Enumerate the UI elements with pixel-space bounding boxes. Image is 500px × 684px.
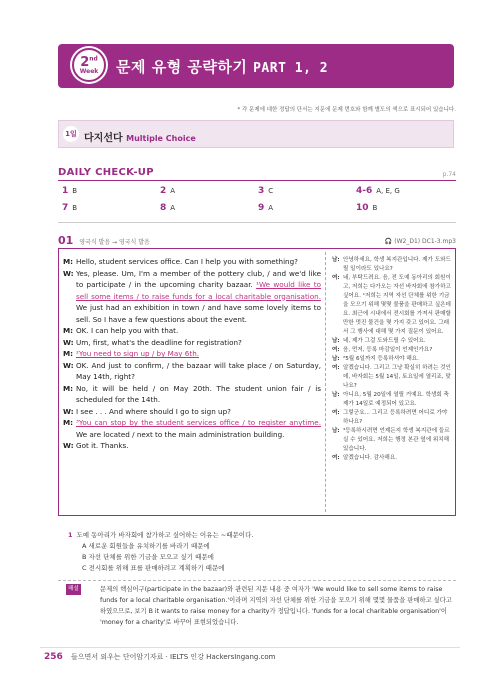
script-line [63, 406, 321, 418]
translation-line [332, 256, 452, 274]
answer-item: 3 C [258, 186, 274, 196]
speaker-label: W: [63, 360, 74, 370]
speaker-label: 남: [332, 392, 340, 398]
answer-cue: ³You can stop by the student services office / to register anytime. [76, 418, 321, 427]
speaker-label: 여: [332, 455, 340, 461]
translation-text: 아니요, 5월 20일에 열릴 거예요. 학생회 축제가 14일로 예정되어 있고요. [343, 392, 449, 407]
script-text: Got it. Thanks. [76, 441, 129, 450]
script-divider [325, 252, 326, 512]
section-title [84, 129, 196, 144]
answer-item: 9 A [258, 203, 274, 213]
script-line [63, 268, 321, 326]
headphones-icon: 🎧 [384, 238, 393, 245]
page-number: 256 [44, 652, 63, 662]
script-text: OK. And just to confirm, / the bazaar will take place / on Saturday, May 14th, right? [76, 360, 321, 381]
translation-line [332, 274, 452, 337]
script-text: Hello, student services office. Can I help you with something? [76, 257, 298, 266]
script-line [63, 325, 321, 337]
question-number: 01 [58, 234, 74, 247]
option-a: A 새로운 회원들을 유치하기를 바라기 때문에 [82, 542, 210, 550]
speaker-label: 남: [332, 338, 340, 344]
translation-line [332, 346, 452, 355]
translation-line [332, 355, 452, 364]
translation-text: 음, 먼저, 등록 마감일이 언제인가요? [343, 347, 433, 353]
week-word: Week [79, 67, 99, 75]
speaker-label: W: [63, 337, 74, 347]
translation-text: 알겠습니다. 감사해요. [343, 455, 397, 461]
explanation-text: 문제의 핵심어구(participate in the bazaar)와 관련된 지문 내용 중 여자가 'We would like to sell some items to raise funds for a local charitable organisation.'이라며 지역의 자선 단체를 위한 기금을 모으기 위해 몇몇 물품을 판매하고 싶다고 하였으므로, 보기 B it wants to raise money for a charity가 정답입니다. 'funds for a local charitable organisation'이 'money for a charity'로 바꾸어 표현되었습니다. [100, 586, 452, 626]
translation-line [332, 391, 452, 409]
script-line [63, 440, 321, 452]
speaker-label: 여: [332, 365, 340, 371]
question-1 [68, 530, 448, 574]
speaker-label: 남: [332, 356, 340, 362]
speaker-label: 여: [332, 410, 340, 416]
translation-line [332, 427, 452, 454]
section-number: 1일 [63, 126, 79, 142]
week-badge [72, 48, 106, 82]
korean-translation [332, 256, 452, 463]
script-text: We just had an exhibition in town / and have some lovely items to sell. So I have a few questions about the event. [76, 303, 321, 324]
script-text: We are located / next to the main administration building. [76, 429, 285, 439]
speaker-label: 여: [332, 275, 340, 281]
speaker-label: 여: [332, 347, 340, 353]
script-line [63, 337, 321, 349]
page-title-part: PART 1, 2 [253, 61, 329, 76]
speaker-label: M: [63, 383, 74, 393]
footer [44, 652, 276, 662]
divider [58, 222, 456, 223]
question-1-number: 1 [68, 531, 73, 539]
answer-item: 7 B [62, 203, 78, 213]
speaker-label: W: [63, 441, 74, 450]
page-title-text: 문제 유형 공략하기 [116, 58, 248, 76]
daily-checkup-title: DAILY CHECK-UP [58, 167, 154, 178]
speaker-label: M: [63, 257, 74, 266]
option-c: C 전시회를 위해 표를 판매하려고 계획하기 때문에 [82, 564, 225, 572]
option-b: B 자선 단체를 위한 기금을 모으고 싶기 때문에 [82, 553, 214, 561]
question-header [58, 234, 150, 247]
explanation [58, 584, 456, 628]
answer-cue-note: * 각 문제에 대한 정답의 단서는 지문에 문제 번호와 함께 별도의 색으로 표시되어 있습니다. [237, 107, 456, 113]
answer-item: 8 A [160, 203, 176, 213]
accent-label: 영국식 발음 → 영국식 발음 [79, 239, 150, 246]
week-suffix: nd [89, 55, 98, 63]
footer-divider [40, 647, 460, 648]
translation-line [332, 337, 452, 346]
section-title-ko: 다지선다 [84, 133, 123, 144]
translation-text: 네, 부탁드려요. 음, 전 도예 동아리의 회원이고, 저희는 다가오는 자선 바자회에 참가하고 싶어요. ¹저희는 지역 자선 단체를 위한 기금을 모으기 위해 몇몇 물품을 판매하고 싶은데요. 최근에 시내에서 전시회를 가져서 판매할 만한 멋진 물건을 몇 가지 갖고 있어요. 그래서 그 행사에 대해 몇 가지 질문이 있어요. [343, 275, 451, 335]
audio-file-label: 🎧 (W2_D1) DC1-3.mp3 [384, 238, 456, 245]
script-text: Um, first, what's the deadline for registration? [76, 337, 242, 347]
translation-text: 안녕하세요, 학생 복지관입니다. 제가 도와드릴 일이라도 있나요? [343, 257, 451, 272]
speaker-label: M: [63, 418, 74, 427]
speaker-label: 남: [332, 428, 340, 434]
translation-text: 그렇군요... 그리고 등록하려면 어디로 가야 하나요? [343, 410, 448, 425]
script-line [63, 360, 321, 383]
translation-text: 알겠습니다. 그리고 그냥 확실히 하려는 것인데, 바자회는 5월 14일, 토요일에 열리죠, 맞나요? [343, 365, 451, 389]
answer-item: 1 B [62, 186, 78, 196]
divider [58, 580, 456, 581]
footer-text: 들으면서 외우는 단어암기자료 · IELTS 인강 HackersIngang.com [71, 653, 276, 661]
translation-text: ²5월 6일까지 등록하셔야 해요. [343, 356, 419, 362]
script-text: No, it will be held / on May 20th. The student union fair / is scheduled for the 14th. [76, 383, 321, 404]
translation-line [332, 364, 452, 391]
divider [58, 180, 456, 181]
script-text: Yes, please. Um, I'm a member of the pottery club, / and we'd like to participate / in the upcoming charity bazaar. [76, 268, 321, 289]
answer-cue: ¹We would like to sell some items / to raise funds for a local charitable organisation. [76, 280, 321, 301]
section-title-en: Multiple Choice [126, 134, 196, 143]
script-text: OK. I can help you with that. [76, 326, 179, 335]
speaker-label: M: [63, 326, 74, 335]
speaker-label: M: [63, 349, 74, 358]
translation-text: ³등록하시려면 언제든지 학생 복지관에 들르실 수 있어요. 저희는 행정 본관 옆에 위치해 있습니다. [343, 428, 450, 452]
script-line [63, 417, 321, 440]
script-text: I see . . . And where should I go to sign up? [76, 406, 231, 416]
answer-item: 10 B [356, 203, 378, 213]
speaker-label: W: [63, 268, 74, 278]
answer-cue: ²You need to sign up / by May 6th. [76, 349, 200, 358]
question-1-text: 도예 동아리가 바자회에 참가하고 싶어하는 이유는 ~때문이다. [76, 531, 254, 539]
page-title [116, 56, 328, 77]
speaker-label: W: [63, 406, 74, 416]
daily-checkup-page: p.74 [442, 171, 456, 178]
speaker-label: 남: [332, 257, 340, 263]
script-line [63, 348, 321, 360]
explanation-tag: 해설 [66, 584, 81, 595]
english-script [63, 256, 321, 452]
script-line [63, 256, 321, 268]
translation-text: 네, 제가 그걸 도와드릴 수 있어요. [343, 338, 426, 344]
answer-item: 4-6 A, E, G [356, 186, 400, 196]
translation-line [332, 454, 452, 463]
week-number: 2 [80, 54, 90, 70]
script-line [63, 383, 321, 406]
answer-item: 2 A [160, 186, 176, 196]
translation-line [332, 409, 452, 427]
